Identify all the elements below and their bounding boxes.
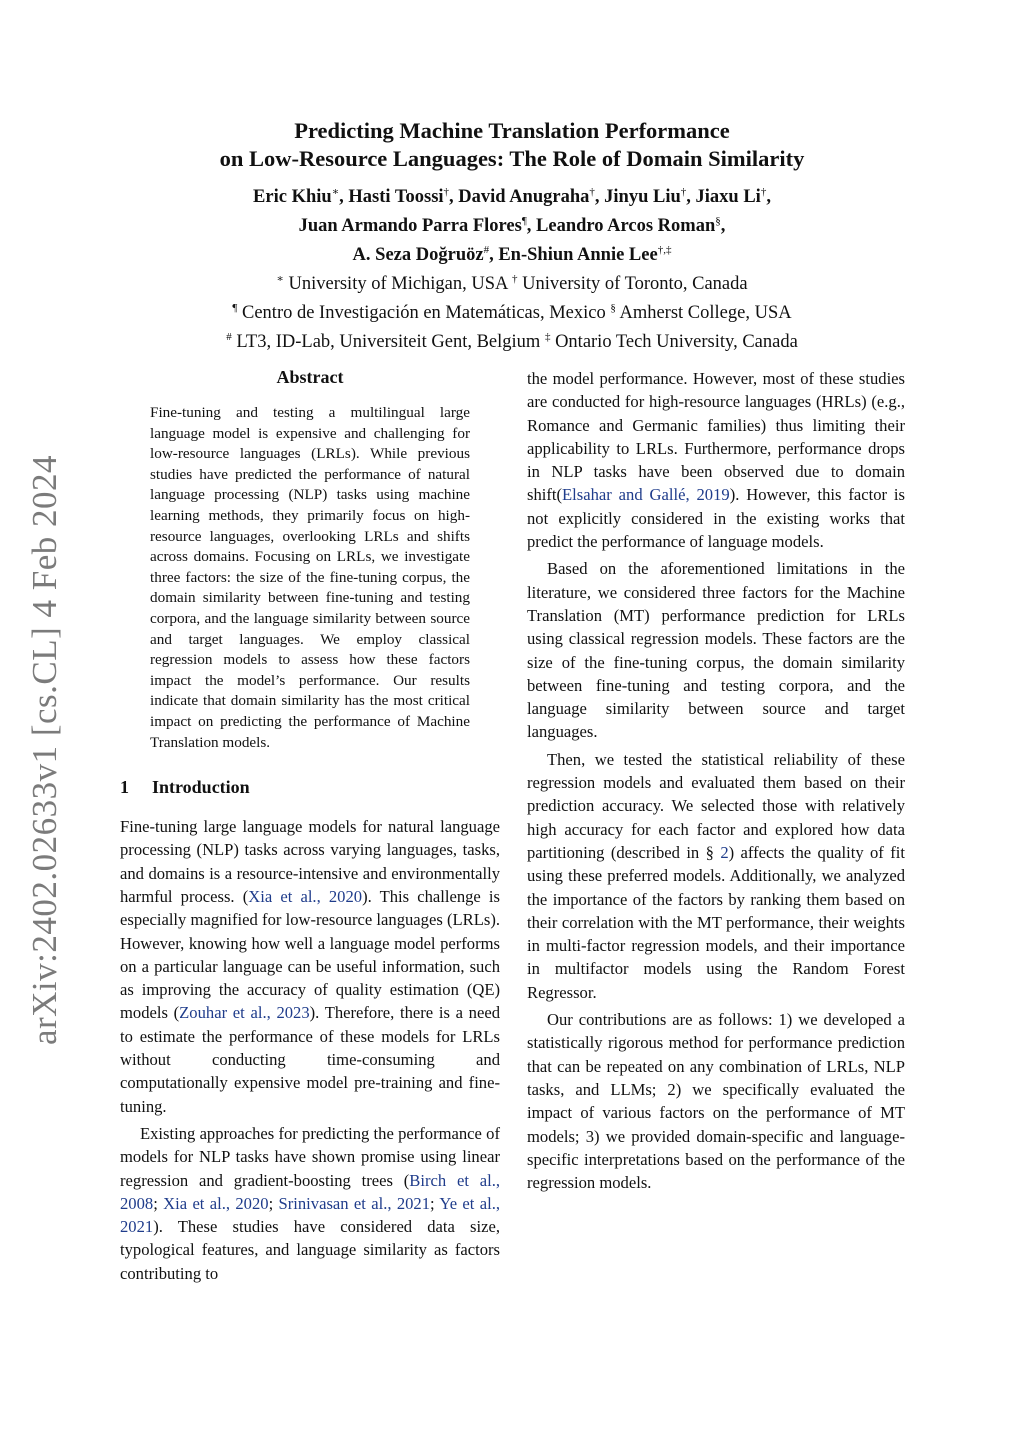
- section-number: 1: [120, 777, 129, 798]
- affiliation: University of Michigan, USA: [288, 274, 508, 294]
- affiliation: Ontario Tech University, Canada: [555, 332, 798, 352]
- section-title: Introduction: [152, 777, 250, 798]
- author-name: Jiaxu Li: [695, 187, 761, 207]
- abstract-heading: Abstract: [276, 367, 344, 387]
- affiliation: LT3, ID-Lab, Universiteit Gent, Belgium: [236, 332, 541, 352]
- author-name: Leandro Arcos Roman: [536, 216, 716, 236]
- paper-title: [120, 117, 904, 173]
- affiliation-mark: ¶: [232, 301, 238, 314]
- affiliation-mark: †: [680, 185, 687, 198]
- author-name: Juan Armando Parra Flores: [298, 216, 522, 236]
- section-heading: [120, 775, 500, 799]
- intro-paragraph-1: Fine-tuning large language models for natural language processing (NLP) tasks across varying languages, tasks, and domains is a resource-intensive and environmentally harmful process. (Xia et al., 2020). This challenge is especially magnified for low-resource languages (LRLs). However, knowing how well a language model performs on a particular language can be useful information, such as improving the accuracy of quality estimation (QE) models (Zouhar et al., 2023). Therefore, there is a need to estimate the performance of these models for LRLs without conducting time-consuming and computationally expensive model pre-training and fine-tuning.: [120, 817, 500, 1116]
- citation-link[interactable]: Srinivasan et al., 2021: [278, 1193, 431, 1213]
- affiliation-mark: §: [610, 301, 616, 314]
- author-name: A. Seza Doğruöz: [352, 245, 484, 265]
- affiliation-mark: †: [512, 272, 518, 285]
- affiliation-mark: †: [589, 185, 595, 198]
- affiliation-mark: †,‡: [657, 243, 672, 256]
- affiliation-mark: ∗: [331, 185, 340, 198]
- citation-link[interactable]: Zouhar et al., 2023: [179, 1003, 310, 1023]
- right-column: [527, 367, 905, 1194]
- affiliation: Amherst College, USA: [619, 303, 792, 323]
- affiliation-mark: #: [226, 330, 232, 343]
- author-name: Hasti Toossi: [348, 187, 444, 207]
- arxiv-identifier-text: arXiv:2402.02633v1 [cs.CL] 4 Feb 2024: [25, 454, 65, 1046]
- affiliation: Centro de Investigación en Matemáticas, Mexico: [242, 303, 606, 323]
- citation-link[interactable]: Xia et al., 2020: [163, 1193, 269, 1213]
- intro-paragraph-2: Existing approaches for predicting the performance of models for NLP tasks have shown promise using linear regression and gradient-boosting trees (Birch et al., 2008; Xia et al., 2020; Srinivasan et al., 2021; Ye et al., 2021). These studies have considered data size, typological features, and language similarity as factors contributing to: [120, 1123, 500, 1283]
- left-column: [120, 365, 500, 1285]
- title-line-2: on Low-Resource Languages: The Role of Domain Similarity: [219, 146, 805, 171]
- author-name: Jinyu Liu: [604, 187, 681, 207]
- abstract-body: Fine-tuning and testing a multilingual large language model is expensive and challenging for low-resource languages (LRLs). While previous studies have predicted the performance of natural language processing (NLP) tasks using machine learning methods, they primarily focus on high-resource languages, overlooking LRLs and shifts across domains. Focusing on LRLs, we investigate three factors: the size of the fine-tuning corpus, the domain similarity between fine-tuning and testing corpora, and the language similarity between source and target languages. We employ classical regression models to assess how these factors impact the model’s performance. Our results indicate that domain similarity has the most critical impact on predicting the performance of Machine Translation models.: [150, 404, 470, 751]
- citation-link[interactable]: Ye et al., 2021: [120, 1193, 500, 1237]
- citation-link[interactable]: Birch et al., 2008: [120, 1170, 500, 1213]
- author-list: Eric Khiu∗, Hasti Toossi†, David Anugraha†, Jinyu Liu†, Jiaxu Li†, Juan Armando Parra Flores¶, Leandro Arcos Roman§, A. Seza Doğruöz#, En-Shiun Annie Lee†,‡: [253, 185, 771, 265]
- affiliation-mark: ¶: [521, 214, 527, 227]
- intro-paragraph-4: Based on the aforementioned limitations in the literature, we considered three factors for the Machine Translation (MT) performance prediction for LRLs using classical regression models. These factors are the size of the fine-tuning corpus, the domain similarity between fine-tuning and testing corpora, and the language similarity between source and target languages.: [527, 559, 905, 742]
- intro-paragraph-6: Our contributions are as follows: 1) we developed a statistically rigorous method for performance prediction that can be repeated on any combination of LRLs, NLP tasks, and LLMs; 2) we specifically evaluated the impact of various factors on the performance of MT models; 3) we provided domain-specific and language-specific interpretations based on the performance of the regression models.: [527, 1010, 905, 1193]
- author-name: En-Shiun Annie Lee: [498, 245, 658, 265]
- affiliation-mark: §: [715, 214, 721, 227]
- affiliation-mark: †: [760, 185, 767, 198]
- author-name: David Anugraha: [458, 187, 590, 207]
- affiliation: University of Toronto, Canada: [522, 274, 748, 294]
- intro-paragraph-5: Then, we tested the statistical reliability of these regression models and evaluated them based on their prediction accuracy. We selected those with relatively high accuracy for each factor and explored how data partitioning (described in § 2) affects the quality of fit using these preferred models. Additionally, we analyzed the importance of the factors by ranking them based on their correlation with the MT performance, their weights in multi-factor regression models, and their importance in multifactor models using the Random Forest Regressor.: [527, 749, 905, 1002]
- citation-link[interactable]: Elsahar and Gallé, 2019: [562, 485, 730, 505]
- affiliation-mark: ‡: [544, 330, 551, 343]
- title-line-1: Predicting Machine Translation Performance: [294, 118, 730, 143]
- section-reference-link[interactable]: 2: [720, 842, 729, 862]
- affiliation-mark: #: [483, 243, 490, 256]
- affiliation-mark: ∗: [276, 272, 284, 285]
- affiliation-mark: †: [443, 185, 450, 198]
- affiliation-list: [120, 270, 904, 357]
- arxiv-identifier: [20, 454, 70, 1046]
- citation-link[interactable]: Xia et al., 2020: [248, 886, 363, 906]
- paper-header: [120, 117, 904, 357]
- author-name: Eric Khiu: [253, 187, 332, 207]
- intro-paragraph-3: the model performance. However, most of these studies are conducted for high-resource languages (HRLs) (e.g., Romance and Germanic families) thus limiting their applicability to LRLs. Furthermore, performance drops in NLP tasks have been observed due to domain shift(Elsahar and Gallé, 2019). However, this factor is not explicitly considered in the existing works that predict the performance of language models.: [527, 369, 905, 552]
